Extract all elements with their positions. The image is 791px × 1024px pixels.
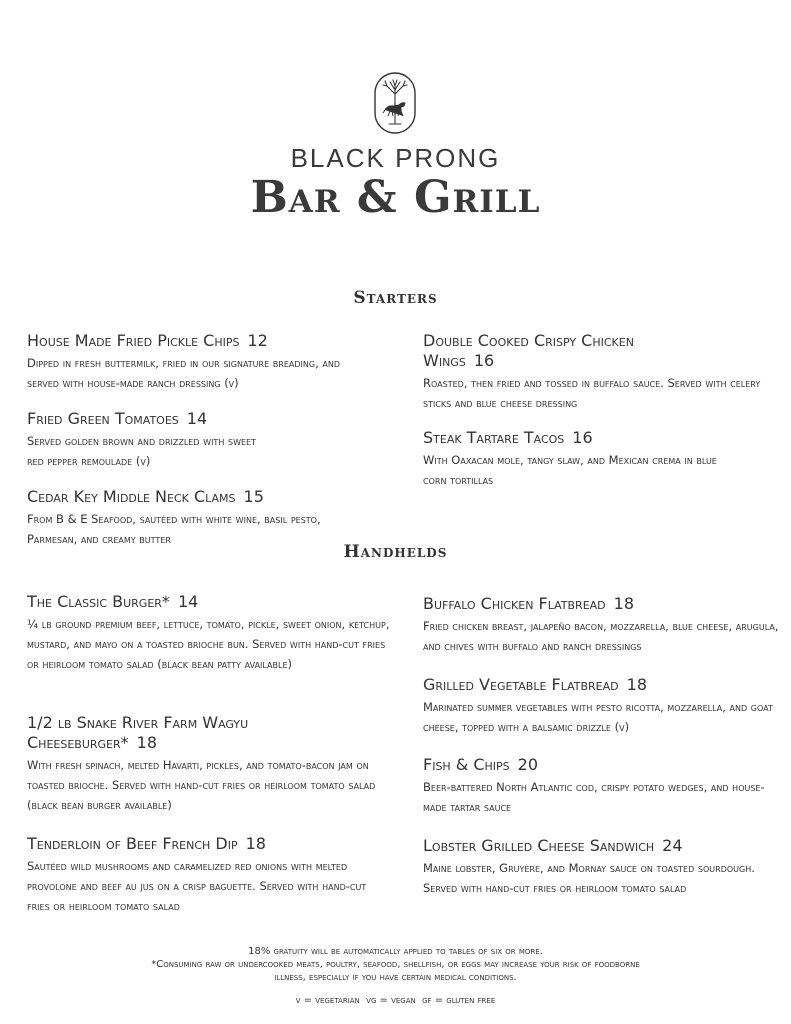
menu-item (423, 755, 791, 817)
item-price: 18 (613, 594, 634, 613)
menu-item (27, 713, 397, 815)
menu-item (27, 409, 397, 471)
menu-item (423, 594, 791, 656)
menu-item (27, 487, 397, 549)
item-price: 18 (626, 675, 647, 694)
item-name: Buffalo Chicken Flatbread (423, 594, 606, 613)
item-price: 24 (662, 836, 683, 855)
item-name: Tenderloin of Beef French Dip (27, 834, 238, 853)
menu-item (27, 834, 397, 916)
horse-and-tree-emblem-icon (374, 72, 416, 134)
section-heading-starters: Starters (353, 288, 438, 308)
item-price: 14 (177, 592, 199, 611)
menu-item (423, 675, 791, 737)
item-price: 14 (186, 409, 208, 428)
item-description: Roasted, then fried and tossed in buffalo sauce. Served with celery sticks and blue cheese dressing (423, 376, 761, 410)
menu-item (27, 331, 397, 393)
item-price: 18 (245, 834, 266, 853)
item-price: 20 (517, 755, 539, 774)
footer-notes (0, 945, 791, 1007)
item-description: Served golden brown and drizzled with sweet red pepper remoulade (v) (27, 434, 256, 468)
dietary-legend: v = vegetarian vg = vegan gf = gluten free (295, 995, 496, 1006)
item-description: Marinated summer vegetables with pesto ricotta, mozzarella, and goat cheese, topped with a balsamic drizzle (v) (423, 700, 773, 734)
item-description: Fried chicken breast, jalapeño bacon, mozzarella, blue cheese, arugula, and chives with buffalo and ranch dressings (423, 619, 779, 653)
item-price: 15 (243, 487, 264, 506)
item-name: Lobster Grilled Cheese Sandwich (423, 836, 655, 855)
item-name: 1/2 lb Snake River Farm Wagyu Cheeseburger* (27, 713, 249, 752)
menu-item (423, 428, 791, 490)
item-name: The Classic Burger* (27, 592, 170, 611)
item-description: With fresh spinach, melted Havarti, pickles, and tomato-bacon jam on toasted brioche. Served with hand-cut fries or heirloom tomato salad (black bean burger available) (27, 758, 376, 812)
item-name: House Made Fried Pickle Chips (27, 331, 240, 350)
section-heading-handhelds: Handhelds (343, 542, 448, 562)
item-description: Beer-battered North Atlantic cod, crispy potato wedges, and house-made tartar sauce (423, 780, 765, 814)
item-name: Cedar Key Middle Neck Clams (27, 487, 236, 506)
item-description: Dipped in fresh buttermilk, fried in our signature breading, and served with house-made ranch dressing (v) (27, 356, 341, 390)
item-price: 12 (247, 331, 268, 350)
brand-title: Bar & Grill (250, 172, 541, 223)
item-name: Grilled Vegetable Flatbread (423, 675, 619, 694)
menu-item (423, 836, 791, 898)
menu-item (423, 331, 791, 413)
item-price: 16 (572, 428, 593, 447)
item-description: ¼ lb ground premium beef, lettuce, tomato, pickle, sweet onion, ketchup, mustard, and mayo on a toasted brioche bun. Served with hand-cut fries or heirloom tomato salad (black bean patty available) (27, 617, 390, 671)
item-description: Sautéed wild mushrooms and caramelized red onions with melted provolone and beef au jus on a crisp baguette. Served with hand-cut fries or heirloom tomato salad (27, 859, 367, 913)
menu-item (27, 592, 397, 674)
consumer-advisory: *Consuming raw or undercooked meats, poultry, seafood, shellfish, or eggs may increase your risk of foodborne illness, especially if you have certain medical conditions. (151, 959, 640, 983)
item-name: Double Cooked Crispy Chicken Wings (423, 331, 634, 370)
item-name: Steak Tartare Tacos (423, 428, 565, 447)
item-description: With Oaxacan mole, tangy slaw, and Mexican crema in blue corn tortillas (423, 453, 717, 487)
item-description: From B & E Seafood, sautéed with white wine, basil pesto, Parmesan, and creamy butter (27, 512, 321, 546)
item-price: 18 (136, 733, 157, 752)
brand-name-line: BLACK PRONG (290, 143, 501, 173)
item-name: Fish & Chips (423, 755, 510, 774)
item-price: 16 (473, 351, 495, 370)
item-name: Fried Green Tomatoes (27, 409, 179, 428)
gratuity-note: 18% gratuity will be automatically applied to tables of six or more. (248, 946, 543, 957)
item-description: Maine lobster, Gruyère, and Mornay sauce on toasted sourdough. Served with hand-cut fries or heirloom tomato salad (423, 861, 755, 895)
